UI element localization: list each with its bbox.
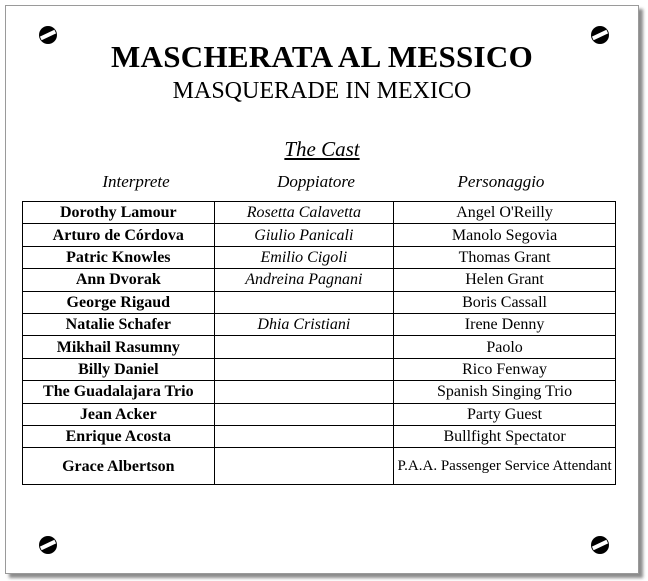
role-cell: Thomas Grant — [394, 246, 616, 268]
dubber-cell: Rosetta Calavetta — [214, 202, 394, 224]
column-header-dubber: Doppiatore — [277, 172, 355, 191]
role-cell: Boris Cassall — [394, 291, 616, 313]
actor-cell: Billy Daniel — [23, 358, 215, 380]
actor-cell: Mikhail Rasumny — [23, 336, 215, 358]
actor-cell: Enrique Acosta — [23, 425, 215, 447]
dubber-cell — [214, 403, 394, 425]
actor-cell: Arturo de Córdova — [23, 224, 215, 246]
column-header-role: Personaggio — [457, 172, 545, 191]
actor-cell: Natalie Schafer — [23, 313, 215, 335]
table-row — [23, 425, 616, 447]
dubber-cell — [214, 448, 394, 485]
table-row — [23, 269, 616, 291]
table-row — [23, 358, 616, 380]
dubber-cell: Andreina Pagnani — [214, 269, 394, 291]
actor-cell: Jean Acker — [23, 403, 215, 425]
cast-plaque — [5, 5, 639, 574]
actor-cell: Ann Dvorak — [23, 269, 215, 291]
role-cell: Bullfight Spectator — [394, 425, 616, 447]
table-row — [23, 246, 616, 268]
dubber-cell — [214, 358, 394, 380]
dubber-cell — [214, 291, 394, 313]
dubber-cell: Dhia Cristiani — [214, 313, 394, 335]
role-cell: Manolo Segovia — [394, 224, 616, 246]
table-row — [23, 336, 616, 358]
role-cell: Irene Denny — [394, 313, 616, 335]
table-row — [23, 403, 616, 425]
table-row — [23, 224, 616, 246]
role-cell: Angel O'Reilly — [394, 202, 616, 224]
dubber-cell — [214, 425, 394, 447]
role-cell: Paolo — [394, 336, 616, 358]
role-cell: Helen Grant — [394, 269, 616, 291]
role-cell: Spanish Singing Trio — [394, 381, 616, 403]
actor-cell: Grace Albertson — [23, 448, 215, 485]
column-header-actor: Interprete — [102, 172, 170, 191]
page-title: MASCHERATA AL MESSICO — [110, 39, 533, 74]
role-cell: Party Guest — [394, 403, 616, 425]
page-subtitle: MASQUERADE IN MEXICO — [172, 78, 472, 104]
screw-icon — [591, 536, 609, 554]
dubber-cell: Giulio Panicali — [214, 224, 394, 246]
dubber-cell — [214, 381, 394, 403]
dubber-cell: Emilio Cigoli — [214, 246, 394, 268]
table-row — [23, 381, 616, 403]
role-cell: Rico Fenway — [394, 358, 616, 380]
table-row — [23, 313, 616, 335]
actor-cell: The Guadalajara Trio — [23, 381, 215, 403]
dubber-cell — [214, 336, 394, 358]
role-cell: P.A.A. Passenger Service Attendant — [394, 448, 616, 485]
table-row — [23, 202, 616, 224]
actor-cell: Dorothy Lamour — [23, 202, 215, 224]
screw-icon — [39, 536, 57, 554]
cast-heading: The Cast — [284, 137, 360, 161]
actor-cell: George Rigaud — [23, 291, 215, 313]
table-row — [23, 448, 616, 485]
actor-cell: Patric Knowles — [23, 246, 215, 268]
table-row — [23, 291, 616, 313]
cast-table — [22, 201, 616, 485]
